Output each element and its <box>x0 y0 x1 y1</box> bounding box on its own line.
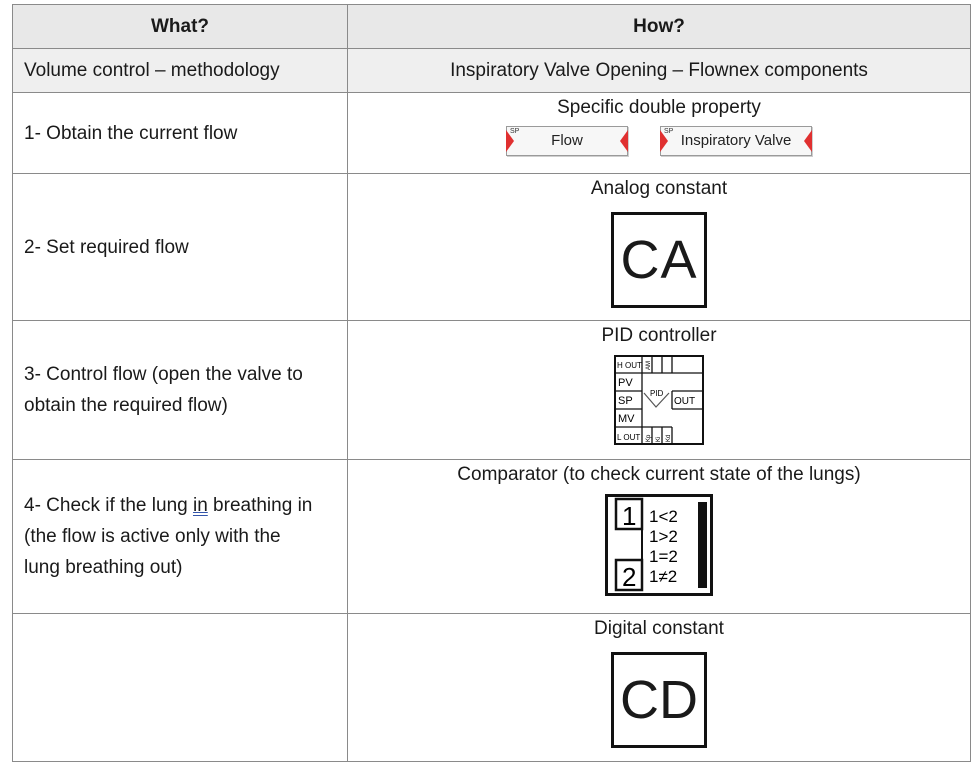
table-row <box>13 321 971 460</box>
comparator-op-ne: 1≠2 <box>649 567 678 586</box>
pid-l-out: L OUT <box>617 433 641 442</box>
row4-line2: (the flow is active only with the <box>24 526 281 547</box>
pid-pv: PV <box>618 377 633 389</box>
sp-label: SP <box>664 128 674 135</box>
table-row <box>13 460 971 614</box>
pid-mv: MV <box>618 413 635 425</box>
header-row <box>13 5 971 49</box>
header-what: What? <box>13 5 348 49</box>
row1-how <box>348 93 971 174</box>
row4-text-a: 4- Check if the lung <box>24 495 193 516</box>
flow-property-tag <box>506 126 628 156</box>
specific-double-property-tags <box>348 126 970 156</box>
flow-tag-label: Flow <box>551 132 583 149</box>
pid-controller-icon <box>614 355 704 445</box>
pid-am: AM <box>646 361 652 370</box>
row3-how <box>348 321 971 460</box>
subheader-left: Volume control – methodology <box>13 49 348 93</box>
row3-line1: 3- Control flow (open the valve to <box>24 364 303 385</box>
row1-what: 1- Obtain the current flow <box>13 93 348 174</box>
analog-constant-icon: CA <box>611 212 707 308</box>
pid-ki: Ki <box>656 436 662 442</box>
subheader-row <box>13 49 971 93</box>
row4-how <box>348 460 971 614</box>
row5-what <box>13 614 348 762</box>
red-marker-icon <box>804 130 812 152</box>
row5-caption: Digital constant <box>594 618 724 639</box>
comparator-icon <box>605 494 713 596</box>
subheader-right: Inspiratory Valve Opening – Flownex components <box>348 49 971 93</box>
row3-line2: obtain the required flow) <box>24 395 228 416</box>
valve-tag-label: Inspiratory Valve <box>680 132 792 149</box>
table-row <box>13 614 971 762</box>
row2-caption: Analog constant <box>590 178 728 199</box>
red-marker-icon <box>620 130 628 152</box>
table-row <box>13 93 971 174</box>
pid-sp: SP <box>618 395 633 407</box>
row4-line3: lung breathing out) <box>24 557 183 578</box>
comparator-input-1: 1 <box>622 501 637 531</box>
row5-how <box>348 614 971 762</box>
row2-what: 2- Set required flow <box>13 174 348 321</box>
digital-constant-icon: CD <box>611 652 707 748</box>
pid-kd: Kd <box>666 434 672 442</box>
row3-what <box>13 321 348 460</box>
comparator-op-lt: 1<2 <box>649 507 678 526</box>
row3-caption: PID controller <box>601 325 717 346</box>
pid-kp: Kp <box>646 434 652 442</box>
row4-what <box>13 460 348 614</box>
row1-caption: Specific double property <box>557 97 761 118</box>
header-how: How? <box>348 5 971 49</box>
row2-how <box>348 174 971 321</box>
table-row <box>13 174 971 321</box>
pid-pid: PID <box>650 389 664 398</box>
pid-out: OUT <box>674 396 696 407</box>
comparator-input-2: 2 <box>622 562 637 592</box>
row4-caption: Comparator (to check current state of the lungs) <box>457 464 861 485</box>
comparator-op-eq: 1=2 <box>649 547 678 566</box>
sp-label: SP <box>510 128 520 135</box>
comparator-op-gt: 1>2 <box>649 527 678 546</box>
row4-text-b: breathing in <box>207 495 313 516</box>
methodology-table <box>12 4 971 762</box>
row4-text-underlined: in <box>192 495 208 516</box>
pid-h-out: H OUT <box>617 361 642 370</box>
inspiratory-valve-property-tag <box>660 126 812 156</box>
